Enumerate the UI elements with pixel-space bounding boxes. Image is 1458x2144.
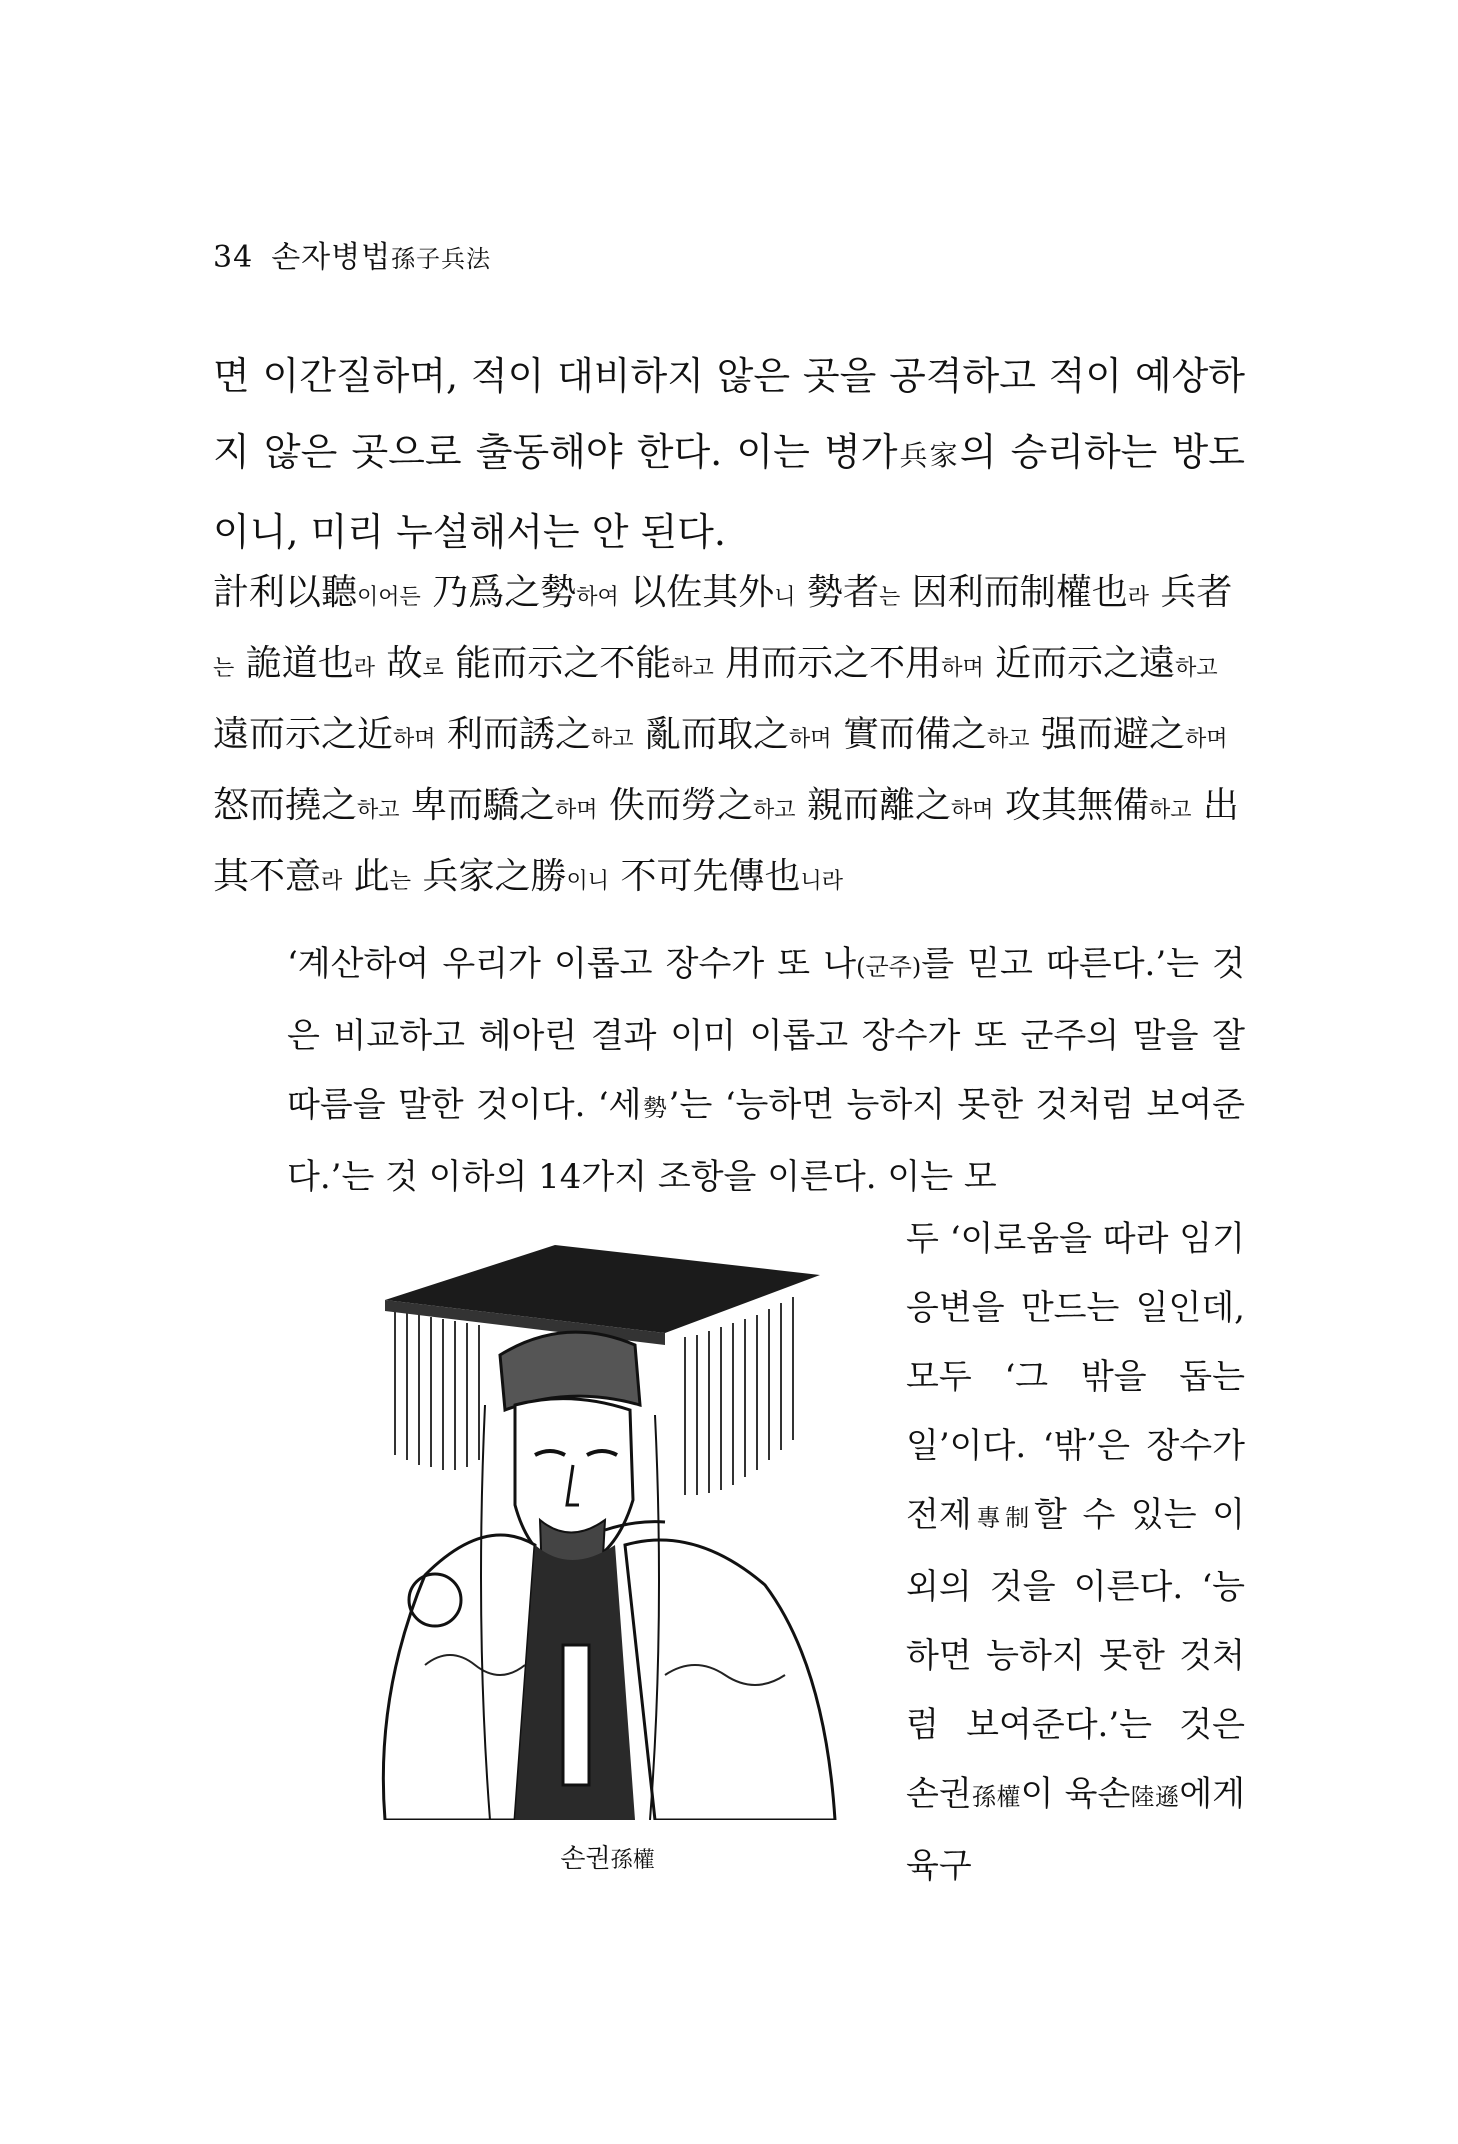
classical-segment: 近而示之遠 — [995, 643, 1176, 684]
toh-particle: 라 — [1127, 585, 1149, 610]
toh-particle: 하며 — [393, 727, 436, 752]
toh-particle: 하고 — [1148, 798, 1192, 823]
toh-particle: 는 — [213, 656, 235, 681]
classical-chinese-text — [213, 560, 1245, 915]
translation-hanja: 兵家 — [897, 439, 960, 472]
toh-particle: 니 — [774, 585, 796, 610]
classical-segment: 詭道也 — [245, 643, 354, 684]
side-hanja: 孫權 — [971, 1783, 1021, 1811]
side-hanja: 陸遜 — [1130, 1783, 1180, 1811]
commentary-parenthetical: (군주) — [856, 953, 922, 981]
side-text: 할 수 있는 이외의 것을 이른다. ‘능하면 능하지 못한 것처럼 보여준다.’는 것은 손권 — [906, 1495, 1245, 1814]
classical-segment: 强而避之 — [1040, 714, 1185, 755]
classical-segment: 用而示之不用 — [725, 643, 942, 684]
caption-text: 손권 — [560, 1844, 611, 1874]
side-text: 에게 육구 — [906, 1774, 1246, 1886]
classical-segment: 以佐其外 — [630, 572, 775, 613]
side-column-text — [906, 1205, 1245, 1901]
portrait-illustration — [365, 1245, 850, 1820]
caption-hanja: 孫權 — [610, 1848, 655, 1873]
classical-segment: 故 — [386, 643, 423, 684]
classical-segment: 計利以聽 — [213, 572, 358, 613]
toh-particle: 하며 — [950, 798, 994, 823]
figure-caption — [365, 1838, 850, 1875]
toh-particle: 하고 — [986, 727, 1030, 752]
toh-particle: 로 — [422, 656, 444, 681]
translation-text: 의 승리하는 방도이니, 미리 누설해서는 안 된다. — [213, 430, 1245, 554]
classical-segment: 出其不意 — [213, 785, 1239, 897]
translation-paragraph — [213, 338, 1245, 570]
toh-particle: 하고 — [752, 798, 796, 823]
classical-segment: 攻其無備 — [1004, 785, 1149, 826]
toh-particle: 라 — [353, 656, 375, 681]
classical-segment: 亂而取之 — [644, 714, 789, 755]
toh-particle: 니라 — [800, 869, 843, 894]
toh-particle: 는 — [878, 585, 901, 610]
classical-segment: 親而離之 — [806, 785, 951, 826]
classical-segment: 怒而撓之 — [213, 785, 358, 826]
classical-segment: 實而備之 — [842, 714, 987, 755]
commentary-text: ‘계산하여 우리가 이롭고 장수가 또 나 — [287, 944, 857, 984]
toh-particle: 이어든 — [357, 585, 421, 610]
toh-particle: 는 — [389, 869, 412, 894]
toh-particle: 이니 — [566, 869, 609, 894]
toh-particle: 라 — [321, 869, 343, 894]
classical-segment: 兵者 — [1160, 572, 1233, 613]
classical-segment: 利而誘之 — [446, 714, 591, 755]
toh-particle: 하며 — [1184, 727, 1228, 752]
translation-text: 면 이간질하며, 적이 대비하지 않은 곳을 공격하고 적이 예상하지 않은 곳으로 출동해야 한다. 이는 병가 — [213, 354, 1245, 474]
toh-particle: 하며 — [788, 727, 832, 752]
side-text: 이 육손 — [1020, 1774, 1131, 1814]
toh-particle: 하고 — [1175, 656, 1218, 681]
side-hanja: 專制 — [971, 1504, 1035, 1532]
toh-particle: 하고 — [591, 727, 634, 752]
running-header — [213, 232, 491, 276]
classical-segment: 能而示之不能 — [455, 643, 672, 684]
side-text: 두 ‘이로움을 따라 임기응변을 만드는 일인데, 모두 ‘그 밖을 돕는 일’이다. ‘밖’은 장수가 전제 — [906, 1219, 1245, 1535]
commentary-hanja: 勢 — [641, 1094, 669, 1122]
commentary-text: ’는 ‘능하면 능하지 못한 것처럼 보여준다.’는 것 이하의 14가지 조항을 이른다. 이는 모 — [287, 1085, 1246, 1197]
page-number: 34 — [213, 240, 254, 275]
toh-particle: 하며 — [555, 798, 598, 823]
toh-particle: 하며 — [941, 656, 984, 681]
toh-particle: 하고 — [671, 656, 714, 681]
classical-segment: 卑而驕之 — [410, 785, 555, 826]
classical-segment: 不可先傳也 — [620, 856, 801, 897]
classical-segment: 佚而勞之 — [608, 785, 753, 826]
classical-segment: 遠而示之近 — [213, 714, 394, 755]
classical-segment: 勢者 — [806, 572, 879, 613]
toh-particle: 하여 — [576, 585, 619, 610]
book-title-hanja: 孫子兵法 — [391, 245, 492, 273]
book-title: 손자병법 — [271, 240, 392, 275]
classical-segment: 此 — [353, 856, 390, 897]
classical-segment: 乃爲之勢 — [432, 572, 577, 613]
classical-segment: 因利而制權也 — [911, 572, 1128, 613]
commentary-text: 를 믿고 따른다.’는 것은 비교하고 헤아린 결과 이미 이롭고 장수가 또 군주의 말을 잘 따름을 말한 것이다. ‘세 — [287, 944, 1245, 1125]
commentary-paragraph — [287, 930, 1245, 1212]
classical-segment: 兵家之勝 — [422, 856, 567, 897]
toh-particle: 하고 — [357, 798, 400, 823]
